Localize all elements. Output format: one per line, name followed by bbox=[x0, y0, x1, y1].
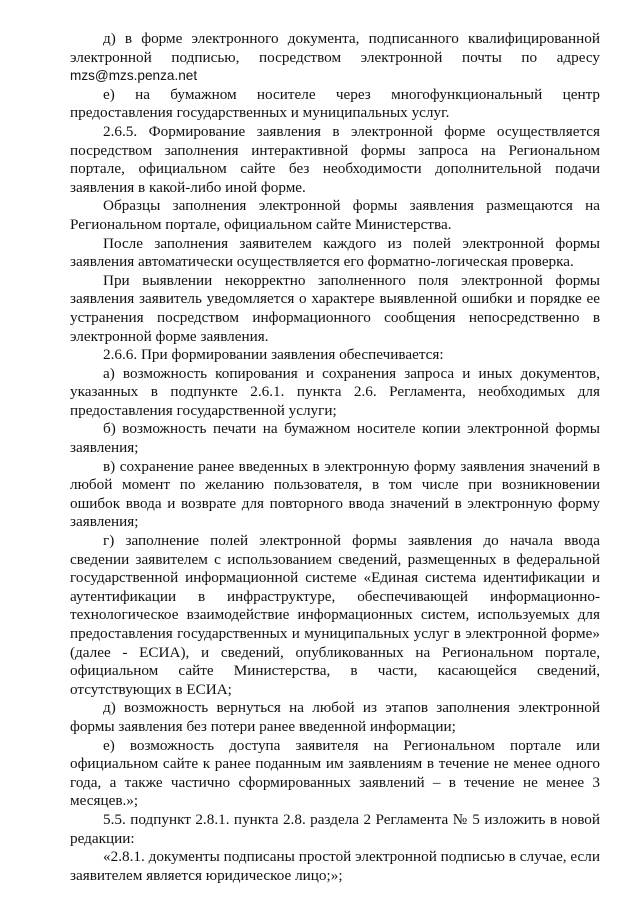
email-address: mzs@mzs.penza.net bbox=[70, 68, 198, 84]
paragraph-a-copy: а) возможность копирования и сохранения запроса и иных документов, указанных в подпункте 2.6.1. пункта 2.6. Регламента, необходимых для предоставления государственной услуги; bbox=[70, 364, 600, 419]
document-page bbox=[70, 30, 600, 885]
paragraph-e-access: е) возможность доступа заявителя на Региональном портале или официальном сайте к ранее поданным им заявлениям в течение не менее одного года, а также частично сформированных заявлений – в течение не менее 3 месяцев.»; bbox=[70, 736, 600, 810]
paragraph-g-fill: г) заполнение полей электронной формы заявления до начала ввода сведении заявителем с использованием сведений, размещенных в федеральной государственной информационной системе «Единая система идентификации и аутентификации в инфраструктуре, обеспечивающей информационно-технологическое взаимодействие информационных систем, используемых для предоставления государственных и муниципальных услуг в электронной форме» (далее - ЕСИА), и сведений, опубликованных на Региональном портале, официальном сайте Министерства, в части, касающейся сведений, отсутствующих в ЕСИА; bbox=[70, 532, 600, 698]
paragraph-d-return: д) возможность вернуться на любой из этапов заполнения электронной формы заявления без потери ранее введенной информации; bbox=[70, 699, 600, 735]
paragraph-format-check: После заполнения заявителем каждого из полей электронной формы заявления автоматически осуществляется его форматно-логическая проверка. bbox=[70, 234, 600, 271]
paragraph-d-electronic bbox=[70, 30, 600, 86]
paragraph-d-electronic-text: д) в форме электронного документа, подписанного квалифицированной электронной подписью, посредством электронной почты по адресу bbox=[70, 30, 600, 66]
paragraph-5-5: 5.5. подпункт 2.8.1. пункта 2.8. раздела 2 Регламента № 5 изложить в новой редакции: bbox=[70, 810, 600, 847]
paragraph-e-paper: е) на бумажном носителе через многофункциональный центр предоставления государственных и муниципальных услуг. bbox=[70, 85, 600, 122]
paragraph-2-8-1: «2.8.1. документы подписаны простой электронной подписью в случае, если заявителем является юридическое лицо;»; bbox=[70, 848, 600, 884]
paragraph-samples: Образцы заполнения электронной формы заявления размещаются на Региональном портале, официальном сайте Министерства. bbox=[70, 197, 600, 233]
paragraph-2-6-5: 2.6.5. Формирование заявления в электронной форме осуществляется посредством заполнения интерактивной формы запроса на Региональном портале, официальном сайте без необходимости дополнительной подачи заявления в какой-либо иной форме. bbox=[70, 122, 600, 196]
paragraph-b-print: б) возможность печати на бумажном носителе копии электронной формы заявления; bbox=[70, 420, 600, 457]
paragraph-incorrect-field: При выявлении некорректно заполненного поля электронной формы заявления заявитель уведомляется о характере выявленной ошибки и порядке ее устранения посредством информационного сообщения непосредственно в электронной форме заявления. bbox=[70, 271, 600, 345]
paragraph-2-6-6: 2.6.6. При формировании заявления обеспечивается: bbox=[103, 346, 444, 364]
paragraph-v-save: в) сохранение ранее введенных в электронную форму заявления значений в любой момент по желанию пользователя, в том числе при возникновении ошибок ввода и возврате для повторного ввода значений в электронную форму заявления; bbox=[70, 457, 600, 531]
